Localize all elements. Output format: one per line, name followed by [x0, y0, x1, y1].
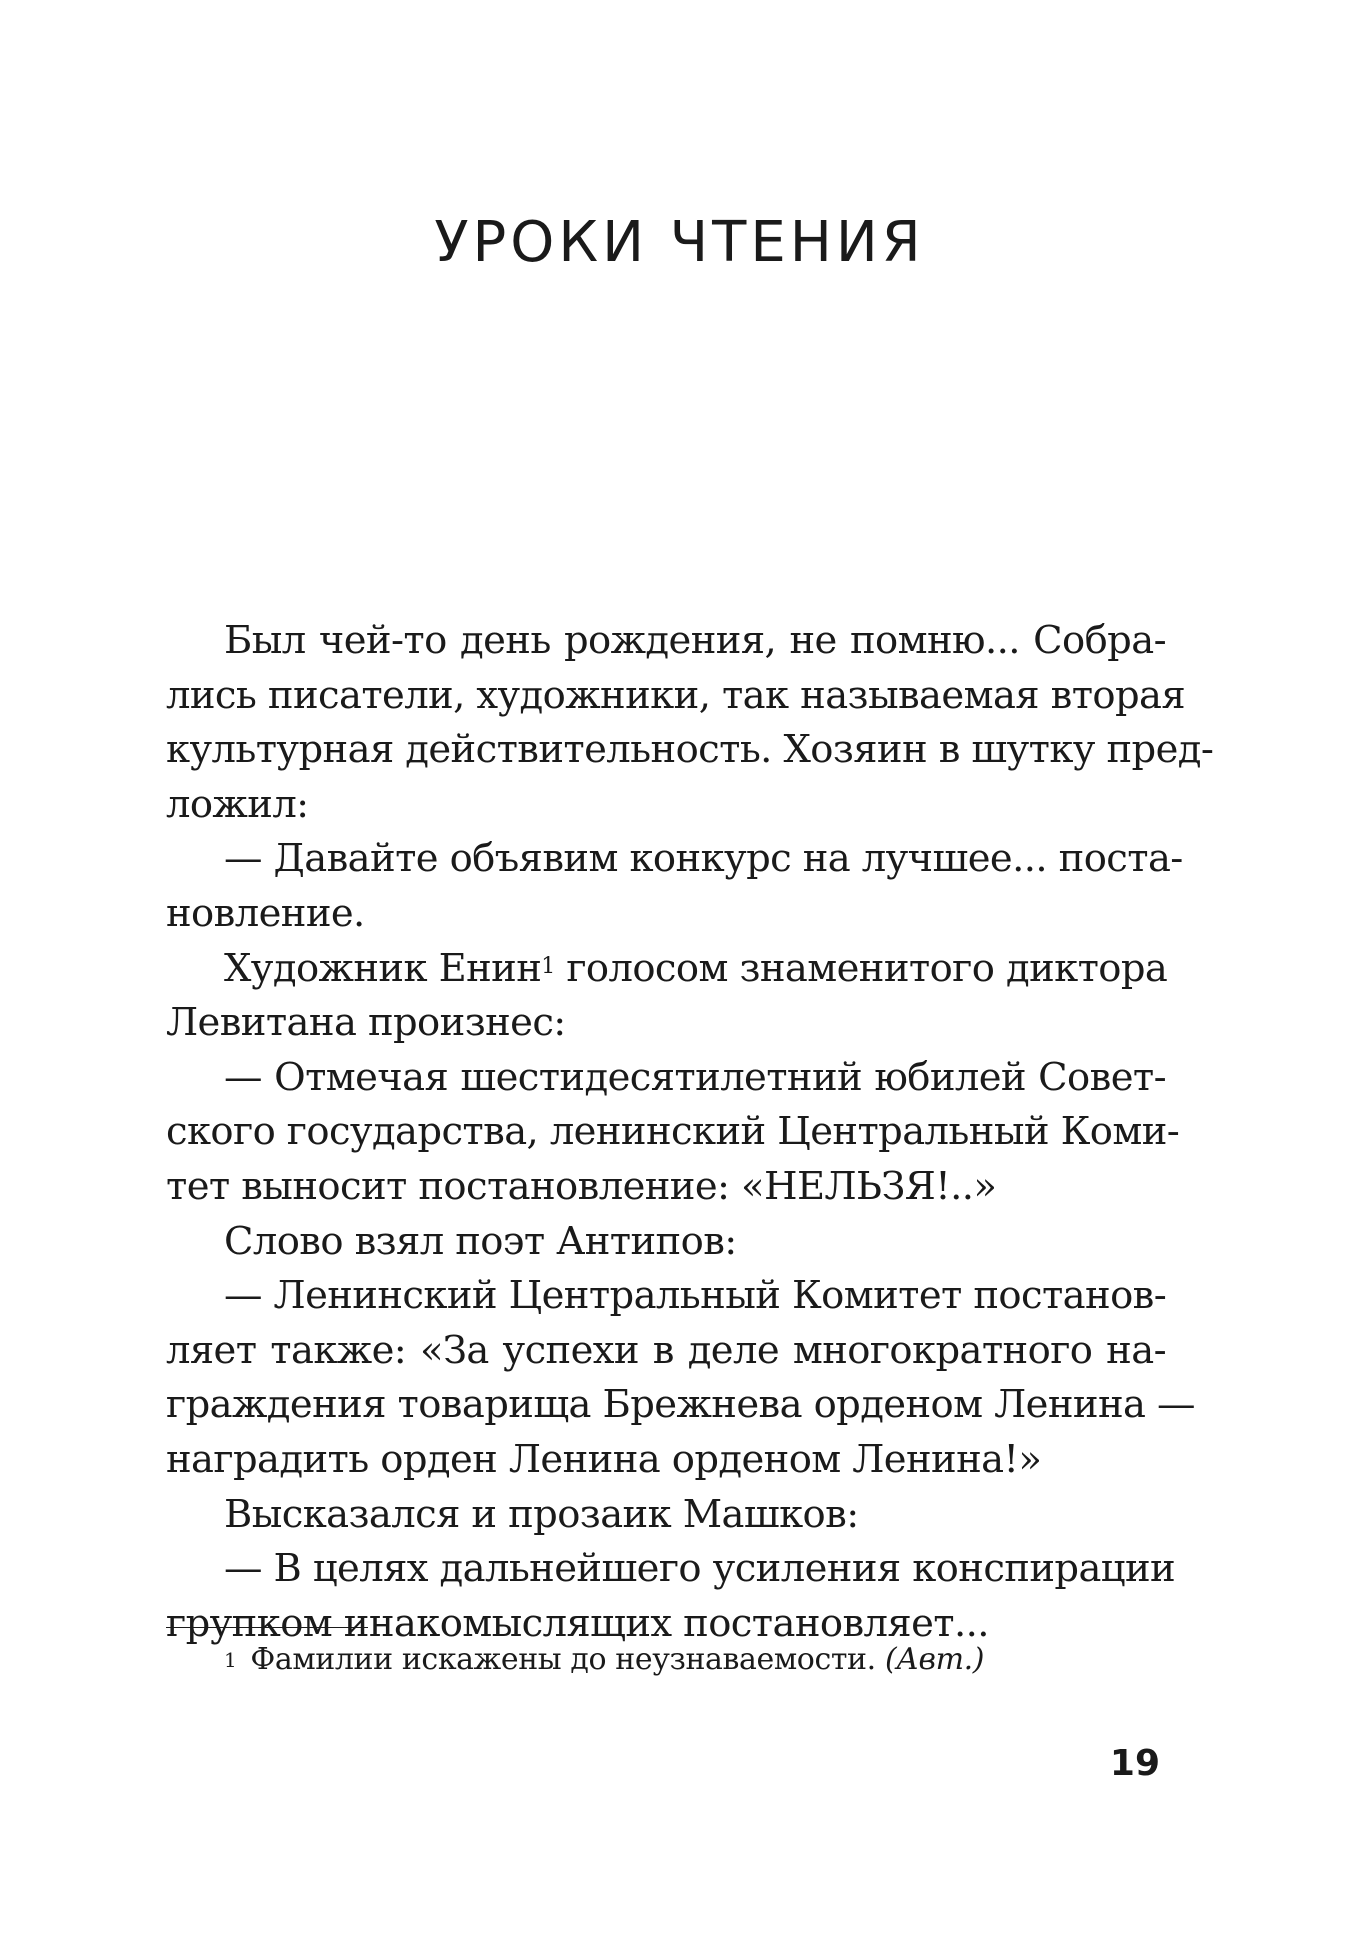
- text-line: — Ленинский Центральный Комитет постанов-: [224, 1273, 1167, 1319]
- footnote-text: Фамилии искажены до неузнаваемости.: [250, 1642, 876, 1677]
- text-line: граждения товарища Брежнева орденом Ленина —: [166, 1382, 1195, 1428]
- text-line-with-footnote: [166, 942, 1166, 997]
- text-line: наградить орден Ленина орденом Ленина!»: [166, 1436, 1042, 1482]
- footnote-divider: [166, 1627, 368, 1628]
- text-line: ложил:: [166, 781, 309, 827]
- text-line: Высказался и прозаик Машков:: [224, 1491, 859, 1537]
- text-line: тет выносит постановление: «НЕЛЬЗЯ!..»: [166, 1163, 997, 1209]
- text-line: новление.: [166, 890, 365, 936]
- footnote-reference: 1: [541, 953, 555, 979]
- text-line: — В целях дальнейшего усиления конспирации: [224, 1546, 1176, 1592]
- text-line: Левитана произнес:: [166, 1000, 566, 1046]
- footnote-author-note: (Авт.): [884, 1642, 985, 1677]
- chapter-title: УРОКИ ЧТЕНИЯ: [434, 210, 925, 275]
- footnote: [224, 1640, 984, 1680]
- text-line: — Отмечая шестидесятилетний юбилей Совет-: [224, 1054, 1166, 1100]
- text-line: лись писатели, художники, так называемая вторая: [166, 672, 1186, 718]
- text-line: ского государства, ленинский Центральный Коми-: [166, 1109, 1180, 1155]
- text-line: ляет также: «За успехи в деле многократного на-: [166, 1327, 1166, 1373]
- page-number: 19: [1109, 1743, 1160, 1784]
- text-line: — Давайте объявим конкурс на лучшее... поста-: [224, 836, 1183, 882]
- body-text: [166, 614, 1214, 1651]
- footnote-mark: 1: [224, 1648, 237, 1672]
- text-line: культурная действительность. Хозяин в шутку пред-: [166, 727, 1214, 773]
- text-line: Слово взял поэт Антипов:: [224, 1218, 737, 1264]
- text-line: групком инакомыслящих постановляет...: [166, 1600, 989, 1646]
- text-line: Был чей-то день рождения, не помню... Собра-: [224, 618, 1166, 663]
- text-fragment: голосом знаменитого диктора: [554, 945, 1168, 991]
- text-fragment: Художник Енин: [224, 945, 542, 991]
